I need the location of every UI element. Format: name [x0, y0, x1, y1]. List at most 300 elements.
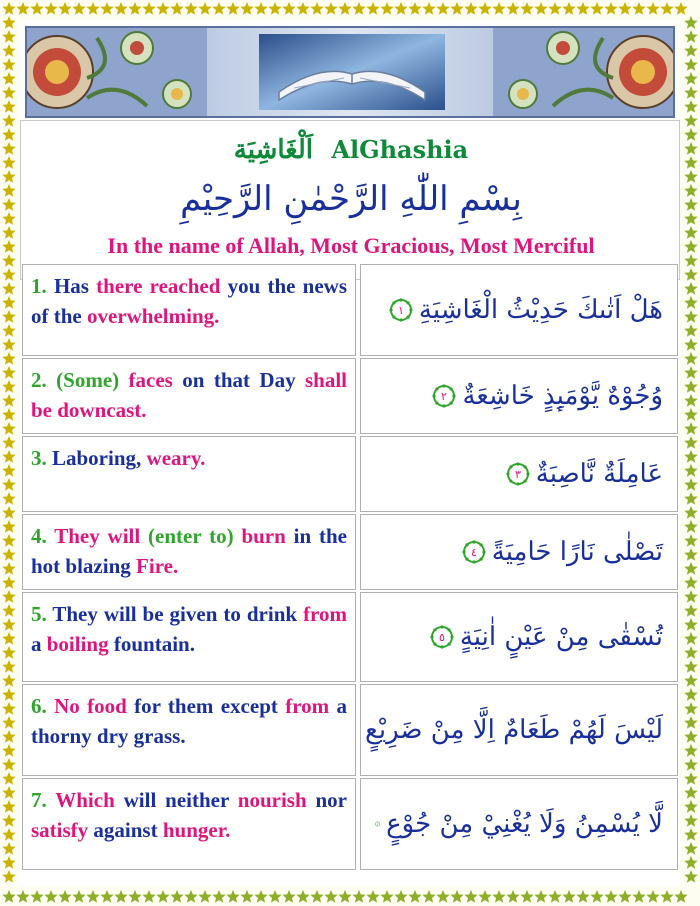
- star-icon: [198, 2, 211, 15]
- star-icon: [226, 890, 239, 903]
- star-icon: [44, 890, 57, 903]
- star-icon: [2, 156, 15, 169]
- star-icon: [2, 268, 15, 281]
- verse-text-segment: overwhelming.: [87, 304, 220, 328]
- star-icon: [86, 2, 99, 15]
- star-icon: [684, 324, 697, 337]
- verse-arabic: [360, 358, 678, 434]
- star-icon: [464, 890, 477, 903]
- star-icon: [2, 44, 15, 57]
- star-icon: [2, 352, 15, 365]
- verse-number: 3.: [31, 446, 52, 470]
- verse-text-segment: Laboring,: [52, 446, 147, 470]
- star-icon: [684, 268, 697, 281]
- verse-arabic: [360, 514, 678, 590]
- star-icon: [2, 534, 15, 547]
- verse-text-segment: against: [93, 818, 163, 842]
- star-icon: [684, 226, 697, 239]
- verse-text-segment: shall be downcast.: [31, 368, 348, 422]
- star-icon: [2, 212, 15, 225]
- verse-text-segment: you the news: [227, 274, 347, 298]
- verse-translation: [22, 264, 356, 356]
- star-icon: [2, 786, 15, 799]
- star-icon: [352, 890, 365, 903]
- arabic-verse-text: وُجُوْهٌ يَّوْمَىِٕذٍ خَاشِعَةٌ: [462, 381, 663, 411]
- star-icon: [394, 2, 407, 15]
- star-icon: [684, 254, 697, 267]
- star-icon: [2, 618, 15, 631]
- star-icon: [562, 890, 575, 903]
- star-icon: [2, 86, 15, 99]
- star-icon: [156, 890, 169, 903]
- ayah-marker-icon: [462, 540, 486, 564]
- verse-text-segment: (Some): [56, 368, 129, 392]
- star-icon: [674, 2, 687, 15]
- star-icon: [2, 562, 15, 575]
- verse-text-segment: in the hot blazing: [31, 524, 347, 578]
- star-icon: [408, 2, 421, 15]
- verse-translation: [22, 684, 356, 776]
- verse-text-segment: a: [31, 632, 47, 656]
- star-icon: [646, 890, 659, 903]
- star-icon: [684, 394, 697, 407]
- title-block: [20, 120, 680, 280]
- star-icon: [684, 310, 697, 323]
- verse-row: [20, 358, 680, 434]
- surah-english-name: AlGhashia: [331, 135, 469, 164]
- star-icon: [478, 2, 491, 15]
- verse-text-segment: hunger.: [162, 818, 231, 842]
- star-icon: [478, 890, 491, 903]
- star-icon: [684, 212, 697, 225]
- star-icon: [2, 324, 15, 337]
- star-icon: [618, 2, 631, 15]
- star-icon: [2, 870, 15, 883]
- star-icon: [240, 890, 253, 903]
- ayah-number: ٢: [441, 390, 448, 403]
- star-icon: [684, 534, 697, 547]
- star-icon: [684, 548, 697, 561]
- verse-row: [20, 778, 680, 870]
- star-icon: [2, 890, 15, 903]
- verse-translation: [22, 436, 356, 512]
- star-icon: [2, 422, 15, 435]
- star-icon: [684, 800, 697, 813]
- star-icon: [684, 464, 697, 477]
- verse-text-segment: from: [285, 694, 337, 718]
- star-icon: [562, 2, 575, 15]
- star-icon: [2, 72, 15, 85]
- star-icon: [324, 890, 337, 903]
- star-icon: [2, 814, 15, 827]
- star-icon: [684, 870, 697, 883]
- star-icon: [142, 2, 155, 15]
- star-icon: [2, 730, 15, 743]
- star-icon: [684, 450, 697, 463]
- star-icon: [576, 890, 589, 903]
- star-icon: [520, 890, 533, 903]
- star-icon: [684, 128, 697, 141]
- star-icon: [684, 30, 697, 43]
- star-icon: [100, 890, 113, 903]
- star-icon: [684, 58, 697, 71]
- star-icon: [16, 2, 29, 15]
- star-icon: [338, 890, 351, 903]
- star-icon: [86, 890, 99, 903]
- star-icon: [646, 2, 659, 15]
- star-icon: [2, 282, 15, 295]
- star-icon: [684, 436, 697, 449]
- star-icon: [44, 2, 57, 15]
- star-icon: [684, 86, 697, 99]
- verse-text-segment: Fire.: [136, 554, 179, 578]
- star-icon: [548, 890, 561, 903]
- star-icon: [2, 226, 15, 239]
- star-icon: [2, 800, 15, 813]
- star-icon: [310, 2, 323, 15]
- verse-number: 6.: [31, 694, 55, 718]
- star-icon: [2, 30, 15, 43]
- star-icon: [684, 660, 697, 673]
- star-icon: [492, 2, 505, 15]
- star-icon: [100, 2, 113, 15]
- star-icon: [2, 198, 15, 211]
- star-icon: [268, 2, 281, 15]
- star-icon: [2, 548, 15, 561]
- star-icon: [324, 2, 337, 15]
- verse-arabic: [360, 592, 678, 682]
- star-icon: [684, 856, 697, 869]
- star-icon: [2, 16, 15, 29]
- star-icon: [310, 890, 323, 903]
- verse-text-segment: for them except: [134, 694, 286, 718]
- star-icon: [2, 450, 15, 463]
- star-icon: [684, 184, 697, 197]
- arabic-verse-text: تَصْلٰى نَارًا حَامِيَةً: [491, 537, 663, 567]
- star-icon: [684, 562, 697, 575]
- star-icon: [2, 506, 15, 519]
- verse-text-segment: a thorny dry grass.: [31, 694, 347, 748]
- header-banner: [25, 26, 675, 118]
- star-icon: [254, 890, 267, 903]
- verse-arabic: [360, 436, 678, 512]
- star-icon: [684, 198, 697, 211]
- star-icon: [422, 2, 435, 15]
- star-icon: [684, 520, 697, 533]
- star-icon: [2, 702, 15, 715]
- star-icon: [16, 890, 29, 903]
- star-icon: [2, 744, 15, 757]
- star-icon: [30, 2, 43, 15]
- star-icon: [436, 890, 449, 903]
- star-icon: [684, 492, 697, 505]
- star-icon: [684, 156, 697, 169]
- ayah-number: ٣: [514, 468, 521, 481]
- star-icon: [684, 422, 697, 435]
- star-icon: [684, 730, 697, 743]
- verse-text-segment: faces: [128, 368, 183, 392]
- ayah-number: ٤: [470, 546, 477, 559]
- verse-number: 2.: [31, 368, 57, 392]
- star-icon: [520, 2, 533, 15]
- verse-row: [20, 436, 680, 512]
- star-icon: [506, 890, 519, 903]
- star-icon: [684, 604, 697, 617]
- star-icon: [156, 2, 169, 15]
- star-icon: [380, 890, 393, 903]
- ayah-marker-icon: [375, 812, 380, 836]
- star-icon: [282, 2, 295, 15]
- floral-ornament-icon: [493, 28, 673, 116]
- verse-row: [20, 684, 680, 776]
- star-icon: [2, 688, 15, 701]
- star-icon: [684, 282, 697, 295]
- star-icon: [226, 2, 239, 15]
- star-icon: [590, 2, 603, 15]
- star-icon: [2, 310, 15, 323]
- verse-translation: [22, 514, 356, 590]
- star-icon: [684, 506, 697, 519]
- star-icon: [394, 890, 407, 903]
- star-icon: [684, 366, 697, 379]
- star-icon: [2, 716, 15, 729]
- star-icon: [2, 58, 15, 71]
- star-icon: [684, 478, 697, 491]
- star-icon: [352, 2, 365, 15]
- verse-number: 7.: [31, 788, 56, 812]
- star-icon: [684, 352, 697, 365]
- star-icon: [684, 44, 697, 57]
- star-icon: [408, 890, 421, 903]
- star-icon: [660, 2, 673, 15]
- star-icon: [2, 436, 15, 449]
- star-icon: [114, 2, 127, 15]
- verse-text-segment: burn: [241, 524, 294, 548]
- star-icon: [268, 890, 281, 903]
- star-icon: [212, 890, 225, 903]
- star-icon: [2, 492, 15, 505]
- star-icon: [2, 856, 15, 869]
- star-icon: [2, 828, 15, 841]
- star-icon: [548, 2, 561, 15]
- star-icon: [684, 408, 697, 421]
- star-icon: [380, 2, 393, 15]
- star-icon: [684, 744, 697, 757]
- star-icon: [198, 890, 211, 903]
- ayah-marker-icon: [432, 384, 456, 408]
- star-icon: [366, 890, 379, 903]
- star-icon: [632, 890, 645, 903]
- star-icon: [2, 842, 15, 855]
- verse-text-segment: No food: [54, 694, 135, 718]
- ayah-number: ٥: [438, 631, 445, 644]
- star-icon: [2, 128, 15, 141]
- ayah-marker-icon: [506, 462, 530, 486]
- ayah-number: ١: [397, 304, 404, 317]
- star-icon: [660, 890, 673, 903]
- star-icon: [2, 366, 15, 379]
- verse-text-segment: boiling: [46, 632, 114, 656]
- star-icon: [2, 758, 15, 771]
- star-icon: [2, 772, 15, 785]
- arabic-verse-text: هَلْ اَتٰىكَ حَدِيْثُ الْغَاشِيَةِ: [418, 295, 663, 325]
- star-icon: [684, 338, 697, 351]
- star-icon: [2, 2, 15, 15]
- star-icon: [450, 2, 463, 15]
- star-icon: [684, 16, 697, 29]
- star-icon: [422, 890, 435, 903]
- star-icon: [684, 814, 697, 827]
- star-icon: [58, 2, 71, 15]
- star-icon: [184, 890, 197, 903]
- star-icon: [296, 890, 309, 903]
- verse-number: 5.: [31, 602, 53, 626]
- star-icon: [2, 660, 15, 673]
- star-icon: [2, 520, 15, 533]
- verse-text-segment: They will be given to drink: [52, 602, 304, 626]
- verse-text-segment: weary.: [146, 446, 206, 470]
- star-icon: [684, 296, 697, 309]
- verse-row: [20, 514, 680, 590]
- star-icon: [450, 890, 463, 903]
- ayah-marker-icon: [430, 625, 454, 649]
- star-icon: [338, 2, 351, 15]
- star-icon: [2, 184, 15, 197]
- star-icon: [212, 2, 225, 15]
- ayah-number: ٧: [376, 822, 379, 826]
- star-icon: [2, 338, 15, 351]
- star-icon: [2, 296, 15, 309]
- star-icon: [534, 890, 547, 903]
- star-icon: [674, 890, 687, 903]
- verse-number: 4.: [31, 524, 55, 548]
- verse-text-segment: of the: [31, 304, 87, 328]
- star-icon: [2, 114, 15, 127]
- star-icon: [684, 72, 697, 85]
- verse-text-segment: Which: [55, 788, 124, 812]
- star-icon: [170, 890, 183, 903]
- bismillah-english: In the name of Allah, Most Gracious, Most Merciful: [107, 233, 595, 258]
- star-icon: [436, 2, 449, 15]
- verse-text-segment: satisfy: [31, 818, 94, 842]
- verse-number: 1.: [31, 274, 54, 298]
- star-icon: [684, 114, 697, 127]
- floral-ornament-icon: [27, 28, 207, 116]
- star-icon: [2, 590, 15, 603]
- star-icon: [114, 890, 127, 903]
- star-icon: [2, 604, 15, 617]
- star-icon: [684, 576, 697, 589]
- star-icon: [128, 890, 141, 903]
- star-icon: [684, 240, 697, 253]
- verse-arabic: [360, 264, 678, 356]
- star-icon: [2, 394, 15, 407]
- verse-row: [20, 264, 680, 356]
- star-icon: [684, 590, 697, 603]
- star-icon: [492, 890, 505, 903]
- arabic-verse-text: عَامِلَةٌ نَّاصِبَةٌ: [535, 459, 663, 489]
- star-icon: [296, 2, 309, 15]
- page: [20, 20, 680, 886]
- verse-text-segment: nourish: [237, 788, 316, 812]
- star-icon: [2, 142, 15, 155]
- star-icon: [604, 2, 617, 15]
- star-icon: [2, 254, 15, 267]
- star-icon: [604, 890, 617, 903]
- star-icon: [534, 2, 547, 15]
- star-icon: [590, 890, 603, 903]
- star-icon: [464, 2, 477, 15]
- star-icon: [2, 464, 15, 477]
- star-icon: [2, 674, 15, 687]
- star-icon: [684, 842, 697, 855]
- star-icon: [2, 408, 15, 421]
- star-icon: [684, 758, 697, 771]
- star-icon: [282, 890, 295, 903]
- star-icon: [240, 2, 253, 15]
- star-icon: [30, 890, 43, 903]
- verse-text-segment: nor: [315, 788, 347, 812]
- verse-text-segment: Has: [53, 274, 97, 298]
- star-icon: [684, 786, 697, 799]
- star-icon: [684, 380, 697, 393]
- verse-text-segment: from: [303, 602, 347, 626]
- star-icon: [2, 576, 15, 589]
- arabic-verse-text: لَيْسَ لَهُمْ طَعَامٌ اِلَّا مِنْ ضَرِيْعٍ: [365, 715, 663, 745]
- star-icon: [170, 2, 183, 15]
- star-icon: [2, 478, 15, 491]
- star-icon: [184, 2, 197, 15]
- star-icon: [632, 2, 645, 15]
- star-icon: [684, 646, 697, 659]
- verse-arabic: [360, 778, 678, 870]
- verse-text-segment: (enter to): [148, 524, 242, 548]
- star-icon: [506, 2, 519, 15]
- verse-row: [20, 592, 680, 682]
- star-icon: [2, 240, 15, 253]
- star-icon: [684, 688, 697, 701]
- verse-text-segment: on that Day: [182, 368, 305, 392]
- arabic-verse-text: لَّا يُسْمِنُ وَلَا يُغْنِيْ مِنْ جُوْعٍ: [386, 809, 663, 839]
- star-icon: [142, 890, 155, 903]
- star-icon: [684, 632, 697, 645]
- star-icon: [684, 100, 697, 113]
- star-icon: [684, 674, 697, 687]
- star-icon: [2, 100, 15, 113]
- arabic-verse-text: تُسْقٰى مِنْ عَيْنٍ اٰنِيَةٍ: [459, 622, 663, 652]
- verse-text-segment: They will: [54, 524, 149, 548]
- star-icon: [684, 170, 697, 183]
- surah-arabic-name: اَلْغَاشِيَة: [233, 135, 313, 165]
- ayah-marker-icon: [389, 298, 413, 322]
- star-icon: [72, 2, 85, 15]
- star-icon: [2, 632, 15, 645]
- star-icon: [2, 646, 15, 659]
- verse-translation: [22, 358, 356, 434]
- star-icon: [2, 380, 15, 393]
- star-icon: [2, 170, 15, 183]
- star-icon: [58, 890, 71, 903]
- bismillah-arabic: بِسْمِ اللّٰهِ الرَّحْمٰنِ الرَّحِيْمِ: [180, 179, 522, 219]
- star-icon: [618, 890, 631, 903]
- star-icon: [684, 828, 697, 841]
- star-icon: [254, 2, 267, 15]
- star-icon: [366, 2, 379, 15]
- quran-book-icon: [259, 34, 445, 110]
- star-icon: [684, 142, 697, 155]
- verse-arabic: [360, 684, 678, 776]
- star-icon: [684, 618, 697, 631]
